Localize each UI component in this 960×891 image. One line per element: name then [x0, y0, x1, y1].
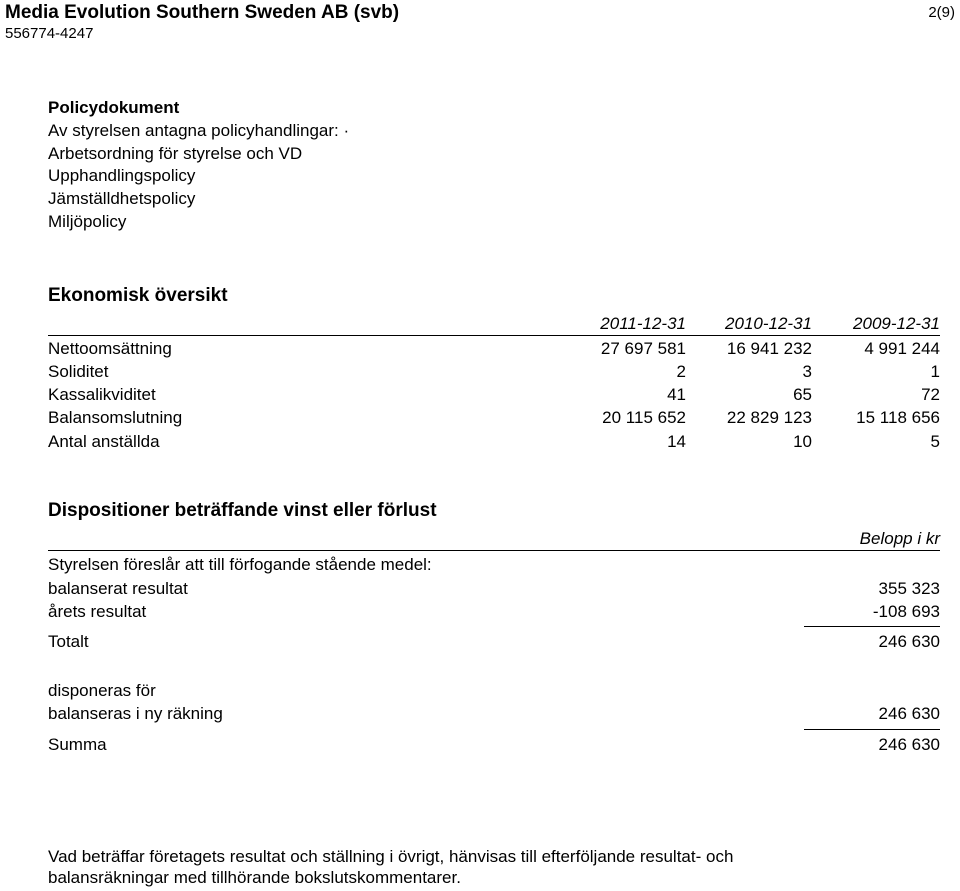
cell-value: 41: [667, 385, 686, 404]
row-label: Kassalikviditet: [48, 385, 156, 404]
dot-icon: ·: [343, 120, 350, 140]
policy-item: Arbetsordning för styrelse och VD: [48, 143, 303, 163]
policy-item: Miljöpolicy: [48, 211, 127, 231]
footer-note-line: balansräkningar med tillhörande bokslutskommentarer.: [48, 868, 461, 887]
cell-value: 15 118 656: [856, 408, 940, 427]
item-label: balanserat resultat: [48, 579, 188, 598]
item-value: -108 693: [872, 602, 940, 621]
economic-overview-title: Ekonomisk översikt: [48, 285, 228, 306]
disposed-label: disponeras för: [48, 681, 156, 700]
column-header: 2009-12-31: [853, 314, 940, 333]
row-label: Nettoomsättning: [48, 339, 172, 358]
cell-value: 3: [802, 362, 812, 381]
row-label: Antal anställda: [48, 432, 160, 451]
dispositions-title: Dispositioner beträffande vinst eller förlust: [48, 500, 437, 521]
column-header: 2010-12-31: [725, 314, 812, 333]
amount-header: [48, 528, 940, 551]
policy-intro: [48, 120, 349, 143]
table-row: [48, 408, 940, 431]
cell-value: 2: [676, 362, 686, 381]
item-label: balanseras i ny räkning: [48, 704, 223, 723]
sum-row: [48, 735, 940, 757]
list-item: [48, 602, 940, 624]
column-header: 2011-12-31: [600, 314, 686, 333]
policy-title: Policydokument: [48, 98, 180, 117]
cell-value: 27 697 581: [600, 339, 686, 358]
table-row: [48, 339, 940, 362]
sum-divider: [804, 729, 940, 730]
cell-value: 16 941 232: [726, 339, 812, 358]
total-value: 246 630: [878, 632, 940, 651]
row-label: Soliditet: [48, 362, 109, 381]
economic-overview-header: [48, 313, 940, 336]
footer-note: [48, 846, 928, 888]
cell-value: 10: [793, 432, 812, 451]
sum-divider: [804, 626, 940, 627]
sum-label: Summa: [48, 735, 107, 754]
proposal-row: [48, 555, 940, 577]
cell-value: 65: [793, 385, 812, 404]
company-name: Media Evolution Southern Sweden AB (svb): [5, 2, 400, 23]
proposal-label: Styrelsen föreslår att till förfogande stående medel:: [48, 555, 432, 574]
table-row: [48, 362, 940, 385]
org-number: 556774-4247: [5, 25, 94, 42]
cell-value: 4 991 244: [864, 339, 940, 358]
policy-intro-text: Av styrelsen antagna policyhandlingar:: [48, 120, 339, 140]
footer-note-line: Vad beträffar företagets resultat och ställning i övrigt, hänvisas till efterföljande resultat- och: [48, 847, 734, 866]
item-label: årets resultat: [48, 602, 147, 621]
item-value: 246 630: [878, 704, 940, 723]
row-label: Balansomslutning: [48, 408, 183, 427]
list-item: [48, 704, 940, 726]
cell-value: 22 829 123: [726, 408, 812, 427]
policy-item: Jämställdhetspolicy: [48, 189, 196, 209]
total-row: [48, 632, 940, 654]
cell-value: 72: [921, 385, 940, 404]
cell-value: 1: [930, 362, 940, 381]
table-row: [48, 385, 940, 408]
policy-section: [48, 97, 349, 234]
cell-value: 14: [667, 432, 686, 451]
table-row: [48, 432, 940, 455]
item-value: 355 323: [878, 579, 940, 598]
list-item: [48, 579, 940, 601]
cell-value: 5: [930, 432, 940, 451]
cell-value: 20 115 652: [602, 408, 686, 427]
amount-header-label: Belopp i kr: [859, 529, 940, 548]
disposed-row: [48, 681, 940, 703]
total-label: Totalt: [48, 632, 89, 651]
page-number: 2(9): [928, 4, 955, 21]
sum-value: 246 630: [878, 735, 940, 754]
policy-item: Upphandlingspolicy: [48, 166, 196, 186]
